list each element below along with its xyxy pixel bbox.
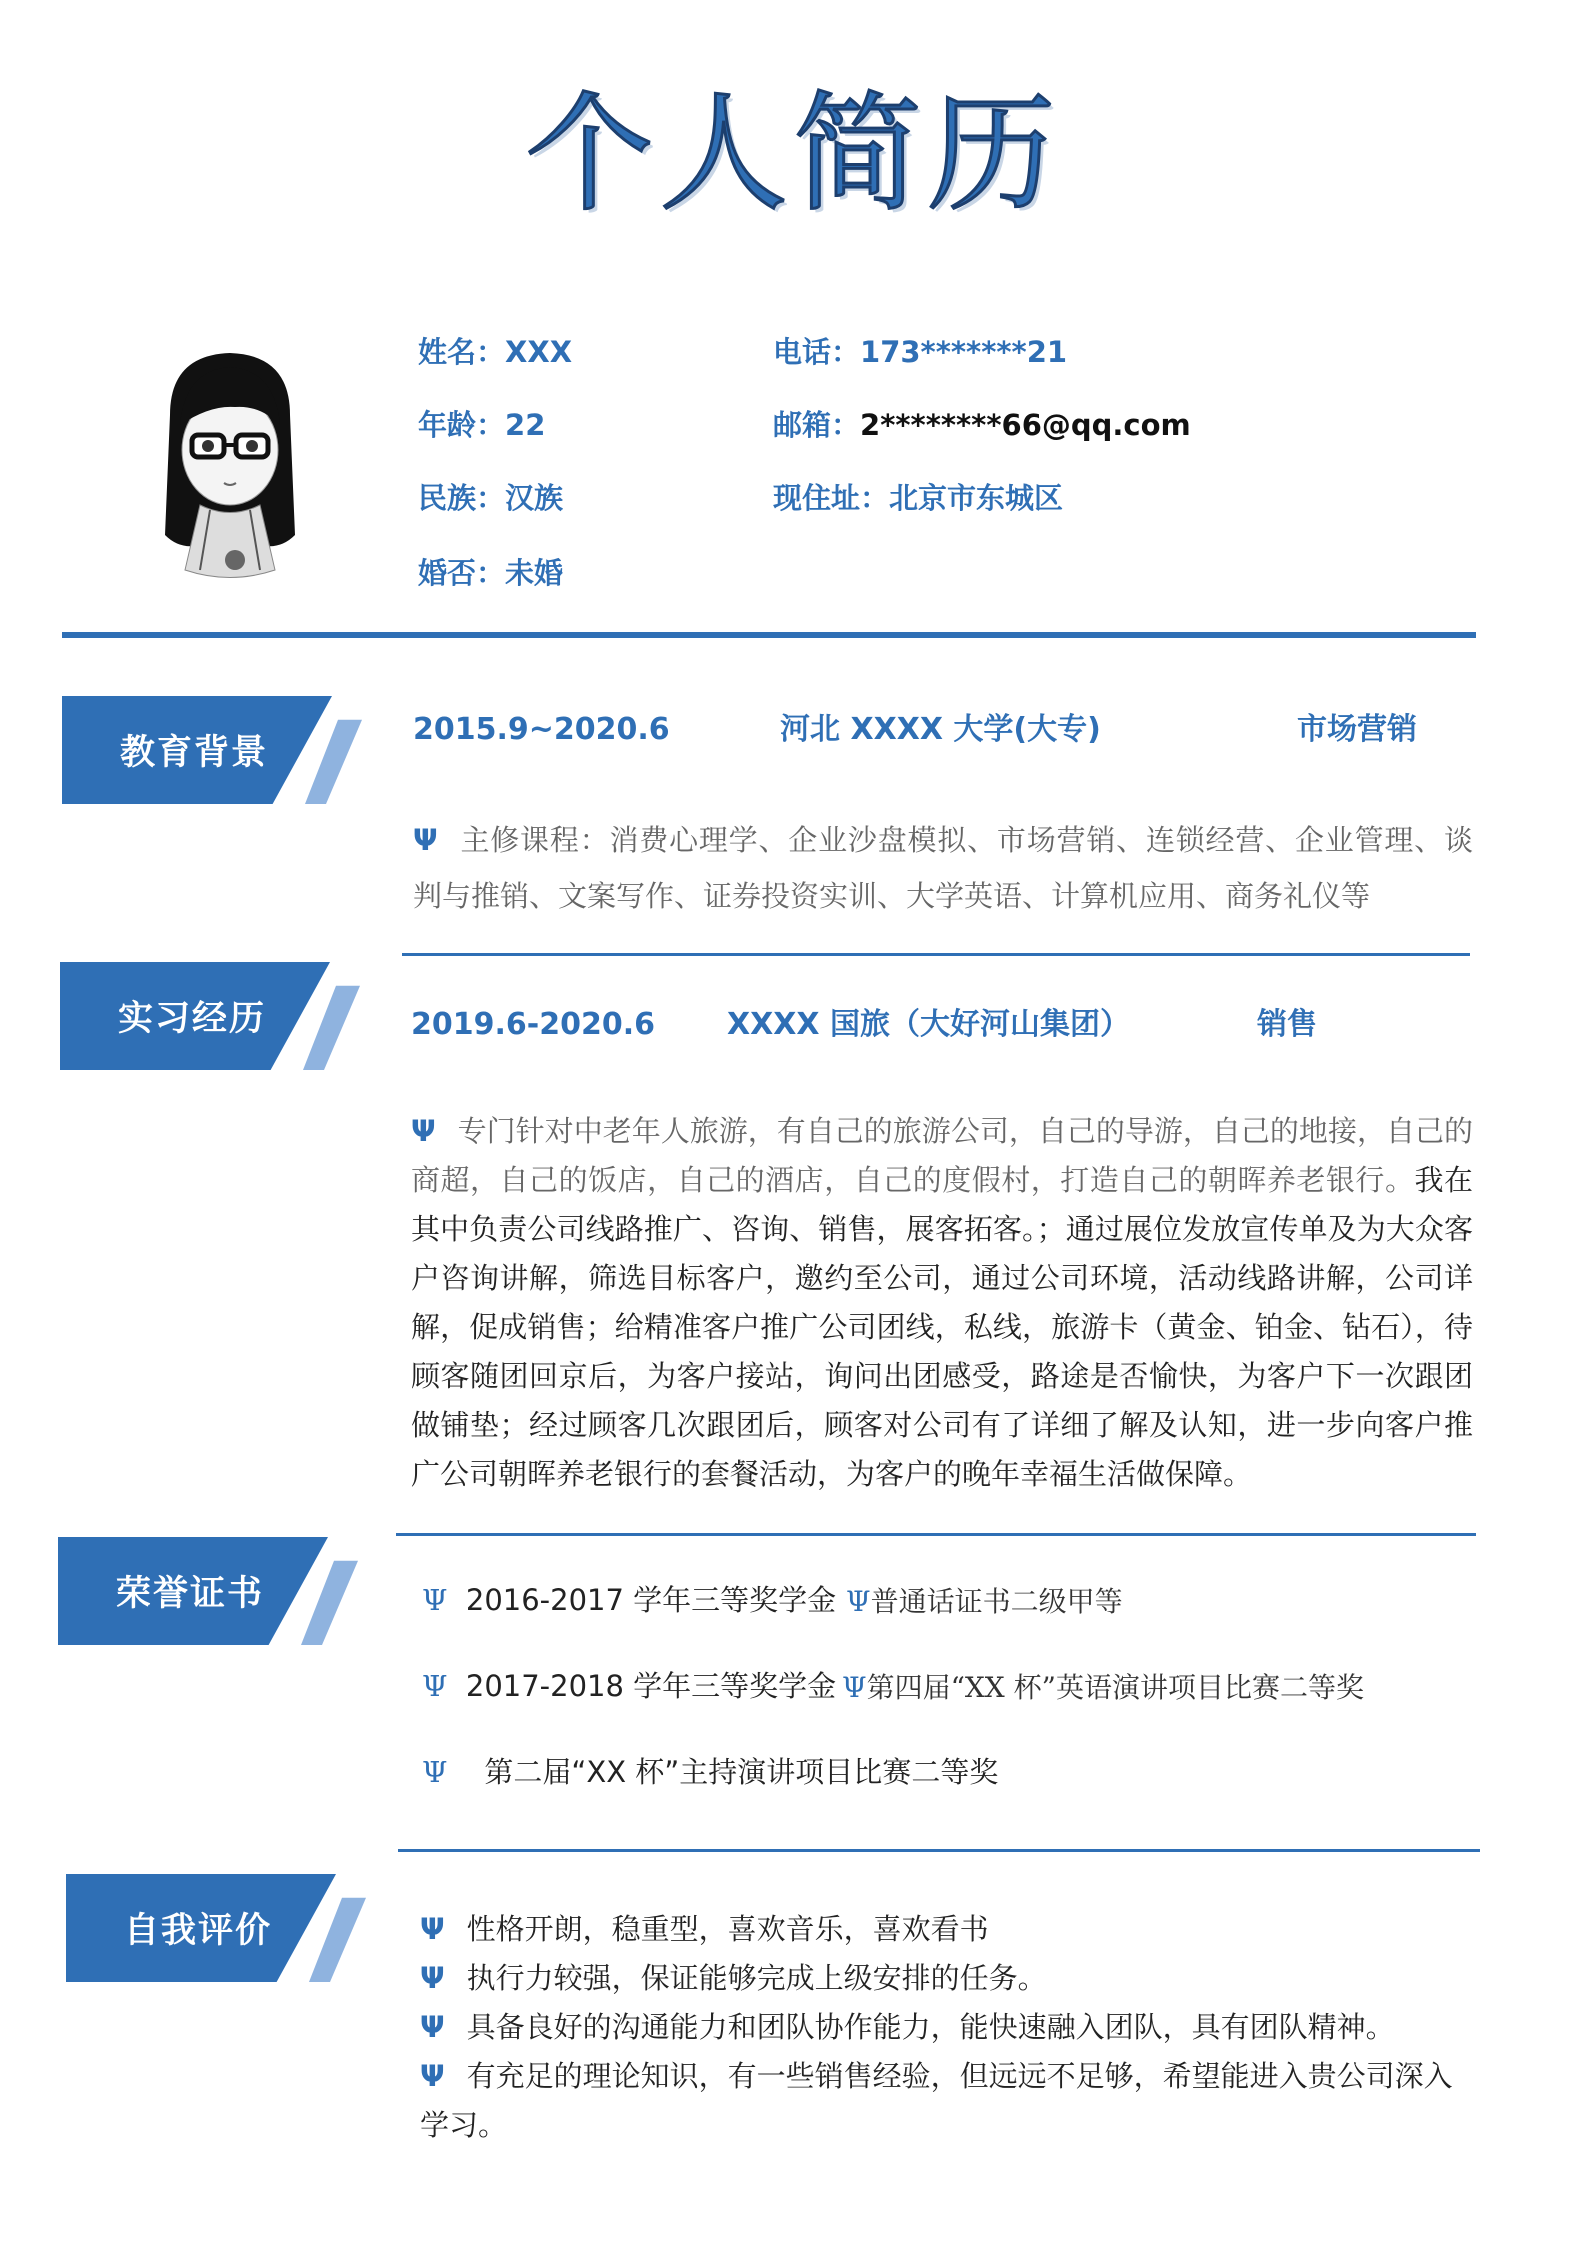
field-ethnicity [418,478,563,518]
bullet-icon: Ψ [422,1755,448,1789]
email-label: 邮箱： [773,408,861,442]
field-marital [418,553,563,593]
section-tab-internship [60,962,360,1070]
ethnicity-value: 汉族 [505,481,564,515]
bullet-icon: Ψ [420,1912,445,1946]
name-value: XXX [505,335,573,369]
bullet-icon: Ψ [422,1583,448,1617]
field-age [418,405,545,445]
education-courses-text: 主修课程：消费心理学、企业沙盘模拟、市场营销、连锁经营、企业管理、谈判与推销、文案写作、证券投资实训、大学英语、计算机应用、商务礼仪等 [413,823,1473,913]
list-item [420,2003,1480,2052]
age-label: 年龄： [418,408,506,442]
honor-item [422,1752,998,1792]
name-label: 姓名： [418,335,506,369]
honor-text: 普通话证书二级甲等 [870,1585,1123,1618]
honor-text: 第四届“XX 杯”英语演讲项目比赛二等奖 [866,1671,1364,1704]
self-eval-text: 具备良好的沟通能力和团队协作能力，能快速融入团队，具有团队精神。 [466,2010,1395,2044]
self-eval-text: 性格开朗，稳重型，喜欢音乐，喜欢看书 [466,1912,989,1946]
bullet-icon: Ψ [842,1671,867,1704]
field-email [773,405,1191,445]
honor-text: 第二届“XX 杯”主持演讲项目比赛二等奖 [484,1755,999,1789]
honors-divider [398,1849,1480,1852]
honor-text: 2017-2018 学年三等奖学金 [465,1669,837,1703]
phone-label: 电话： [773,335,861,369]
honor-text: 2016-2017 学年三等奖学金 [465,1583,837,1617]
age-value: 22 [505,408,546,442]
field-name [418,332,572,372]
honor-item [846,1582,1123,1622]
phone-value: 173*******21 [860,335,1068,369]
field-address [773,478,1063,518]
honor-item [422,1580,836,1620]
section-title-education: 教育背景 [120,733,269,773]
address-value: 北京市东城区 [889,481,1064,515]
list-item [420,1905,1480,1954]
section-title-honors: 荣誉证书 [116,1574,265,1614]
email-value: 2********66@qq.com [860,408,1191,442]
list-item [420,1954,1480,2003]
marital-label: 婚否： [418,556,506,590]
field-phone [773,332,1067,372]
section-tab-honors [58,1537,358,1645]
honor-item [422,1666,836,1706]
bullet-icon: Ψ [422,1669,448,1703]
bullet-icon: Ψ [846,1585,871,1618]
address-label: 现住址： [773,481,890,515]
internship-company: XXXX 国旅（大好河山集团） [727,1007,1130,1042]
bullet-icon: Ψ [420,1961,445,1995]
internship-divider [396,1533,1476,1536]
section-title-self-evaluation: 自我评价 [124,1911,273,1951]
education-period: 2015.9~2020.6 [413,712,670,747]
internship-period: 2019.6-2020.6 [411,1007,655,1042]
bullet-icon: Ψ [420,2059,445,2093]
honor-item [842,1668,1364,1708]
internship-desc-main: 我在其中负责公司线路推广、咨询、销售，展客拓客。；通过展位发放宣传单及为大众客户咨询讲解，筛选目标客户，邀约至公司，通过公司环境，活动线路讲解，公司详解，促成销售；给精准客户推广公司团线，私线，旅游卡（黄金、铂金、钻石），待顾客随团回京后，为客户接站，询问出团感受，路途是否愉快，为客户下一次跟团做铺垫；经过顾客几次跟团后，顾客对公司有了详细了解及认知，进一步向客户推广公司朝晖养老银行的套餐活动，为客户的晚年幸福生活做保障。 [411,1163,1473,1491]
education-major: 市场营销 [1297,712,1417,747]
internship-role: 销售 [1257,1007,1317,1042]
education-courses [413,812,1473,924]
header-divider [62,632,1476,638]
avatar [140,345,320,585]
marital-value: 未婚 [505,556,564,590]
bullet-icon: Ψ [413,823,438,857]
internship-desc-intro: 专门针对中老年人旅游，有自己的旅游公司，自己的导游，自己的地接，自己的商超，自己的饭店，自己的酒店，自己的度假村，打造自己的朝晖养老银行。 [411,1114,1473,1197]
education-school: 河北 XXXX 大学(大专) [780,712,1101,747]
section-tab-education [62,696,362,804]
section-tab-self-evaluation [66,1874,366,1982]
bullet-icon: Ψ [420,2010,445,2044]
education-divider [402,953,1470,956]
self-evaluation-list [420,1905,1480,2150]
self-eval-text: 有充足的理论知识，有一些销售经验，但远远不足够，希望能进入贵公司深入学习。 [420,2059,1453,2142]
internship-description [411,1107,1473,1499]
self-eval-text: 执行力较强，保证能够完成上级安排的任务。 [466,1961,1047,1995]
page-title: 个人简历 [525,80,1062,229]
ethnicity-label: 民族： [418,481,506,515]
bullet-icon: Ψ [411,1114,436,1148]
list-item [420,2052,1480,2150]
section-title-internship: 实习经历 [118,999,267,1039]
